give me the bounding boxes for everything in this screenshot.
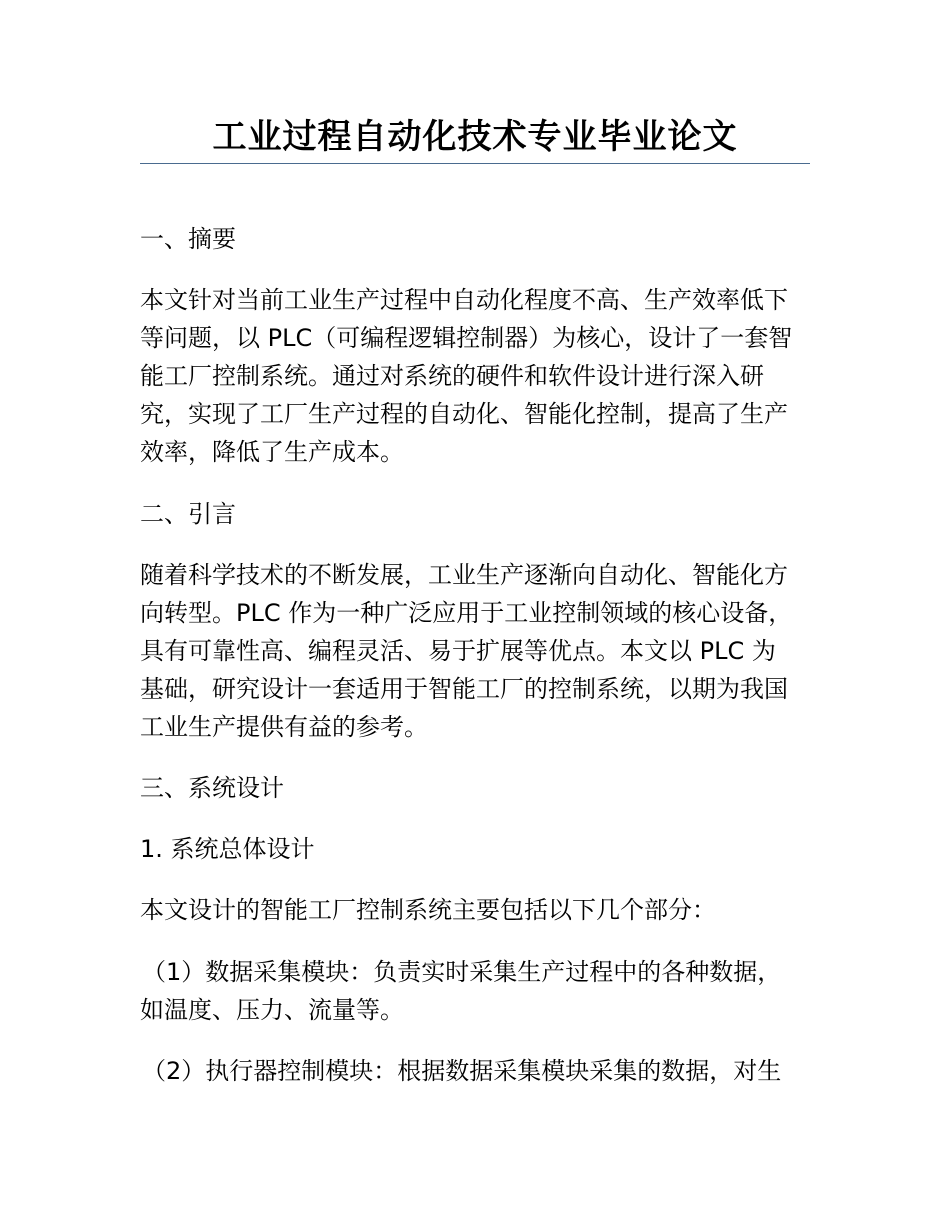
list-item-data-acquisition: [140, 953, 820, 1029]
title-underline: [140, 163, 810, 164]
abstract-line-1: 本文针对当前工业生产过程中自动化程度不高、生产效率低下: [140, 286, 788, 314]
abstract-heading-text: 一、摘要: [140, 225, 236, 253]
abstract-heading: [140, 220, 820, 258]
intro-paragraph: [140, 556, 820, 746]
abstract-paragraph: [140, 281, 820, 471]
overall-design-heading: [140, 830, 820, 868]
item1-line-2: 如温度、压力、流量等。: [140, 996, 404, 1024]
document-title: 工业过程自动化技术专业毕业论文: [212, 117, 738, 157]
intro-line-3: 具有可靠性高、编程灵活、易于扩展等优点。本文以 PLC 为: [140, 637, 776, 665]
list-item-actuator-control: [140, 1052, 820, 1090]
overall-design-heading-text: 1. 系统总体设计: [140, 835, 315, 863]
intro-line-1: 随着科学技术的不断发展，工业生产逐渐向自动化、智能化方: [140, 561, 788, 589]
intro-heading-text: 二、引言: [140, 500, 236, 528]
intro-line-2: 向转型。PLC 作为一种广泛应用于工业控制领域的核心设备，: [140, 599, 793, 627]
intro-line-5: 工业生产提供有益的参考。: [140, 713, 428, 741]
abstract-line-5: 效率，降低了生产成本。: [140, 438, 404, 466]
design-heading-text: 三、系统设计: [140, 774, 284, 802]
item1-line-1: （1）数据采集模块：负责实时采集生产过程中的各种数据，: [142, 958, 782, 986]
abstract-line-2: 等问题，以 PLC（可编程逻辑控制器）为核心，设计了一套智: [140, 324, 793, 352]
overall-design-intro-text: 本文设计的智能工厂控制系统主要包括以下几个部分：: [140, 896, 716, 924]
abstract-line-4: 究，实现了工厂生产过程的自动化、智能化控制，提高了生产: [140, 400, 788, 428]
overall-design-intro: [140, 891, 820, 929]
item2-line-1: （2）执行器控制模块：根据数据采集模块采集的数据，对生: [142, 1057, 782, 1085]
abstract-line-3: 能工厂控制系统。通过对系统的硬件和软件设计进行深入研: [140, 362, 764, 390]
design-heading: [140, 769, 820, 807]
intro-line-4: 基础，研究设计一套适用于智能工厂的控制系统，以期为我国: [140, 675, 788, 703]
intro-heading: [140, 495, 820, 533]
